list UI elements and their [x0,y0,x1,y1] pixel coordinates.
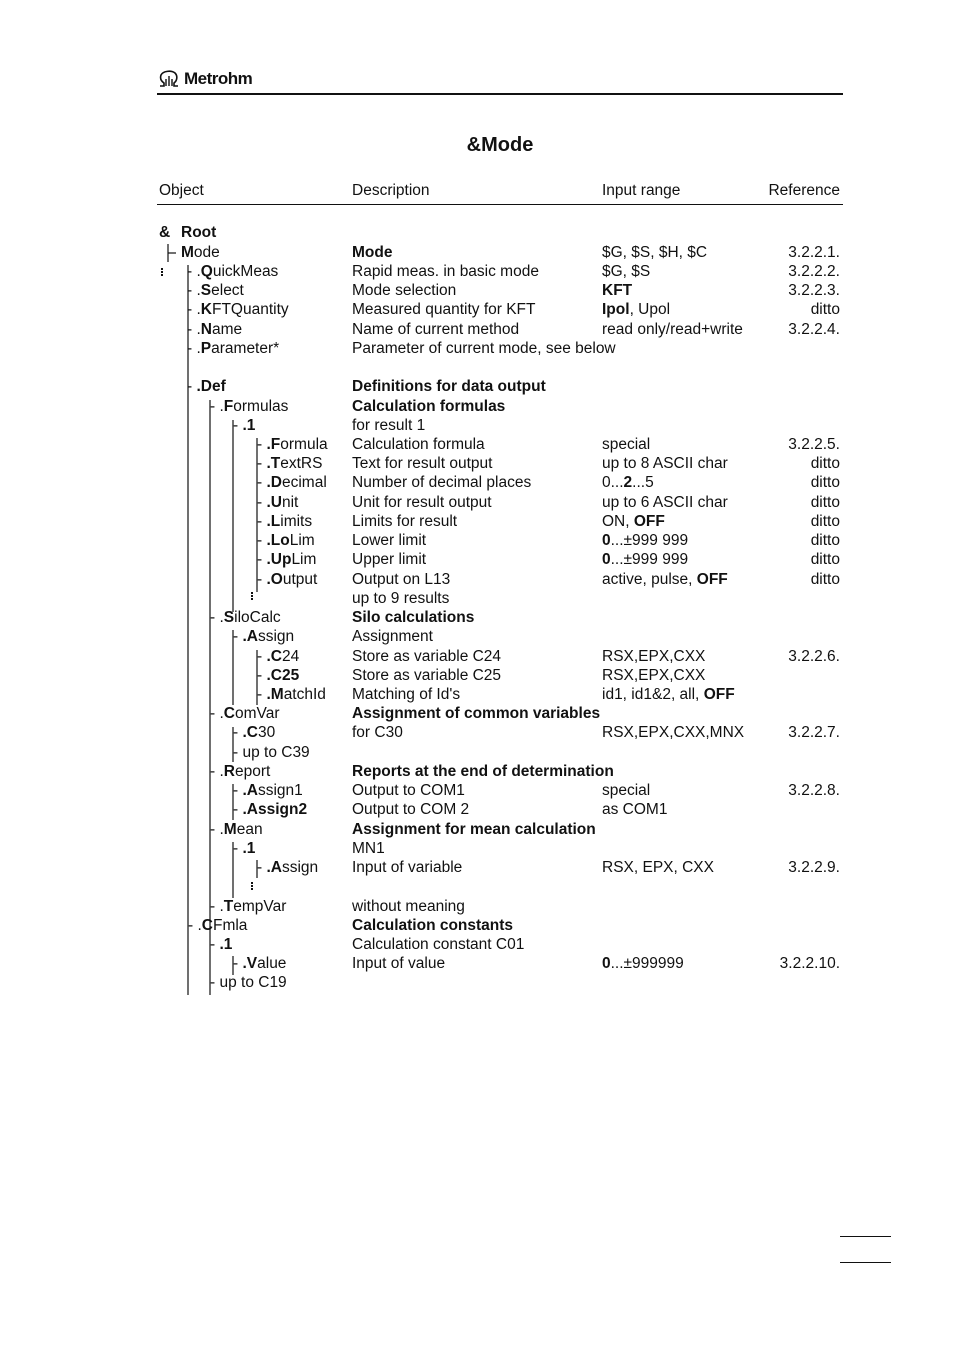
description-cell: Output to COM 2 [352,801,470,818]
description-cell: Calculation constants [352,917,514,934]
table-row [0,877,954,896]
reference-cell: 3.2.2.3. [788,282,840,299]
reference-cell: 3.2.2.7. [788,724,840,741]
object-cell: - .SiloCalc [210,609,281,626]
input-range-cell: 0...±999 999 [602,551,689,568]
description-cell: up to 9 results [352,590,450,607]
continuation-dots [251,592,255,600]
input-range-cell: Ipol, Upol [602,301,671,318]
reference-cell: ditto [810,301,840,318]
object-cell: - .Report [210,763,271,780]
object-cell: - .Decimal [257,474,327,491]
input-range-cell: special [602,436,651,453]
table-row [0,300,954,319]
input-range-cell: ON, OFF [602,513,665,530]
input-range-cell: read only/read+write [602,321,743,338]
table-row [0,570,954,589]
column-header-input-range: Input range [602,182,681,199]
object-cell: - .Mean [210,821,263,838]
table-row [0,223,954,242]
input-range-cell: KFT [602,282,633,299]
description-cell: Lower limit [352,532,427,549]
column-header-description: Description [352,182,430,199]
object-cell: - .Unit [257,494,299,511]
description-cell: Input of value [352,955,446,972]
description-cell: Limits for result [352,513,458,530]
object-cell: - .Name [187,321,243,338]
object-cell: - .KFTQuantity [187,301,289,318]
input-range-cell: RSX, EPX, CXX [602,859,714,876]
object-cell: - .ComVar [210,705,280,722]
reference-cell: 3.2.2.8. [788,782,840,799]
table-row [0,627,954,646]
description-cell: Rapid meas. in basic mode [352,263,539,280]
reference-cell: ditto [810,513,840,530]
reference-cell: 3.2.2.5. [788,436,840,453]
description-cell: Parameter of current mode, see below [352,340,616,357]
description-cell: Upper limit [352,551,427,568]
description-cell: Silo calculations [352,609,475,626]
reference-cell: ditto [810,455,840,472]
object-cell: - .LoLim [257,532,315,549]
description-cell: Reports at the end of determination [352,763,614,780]
input-range-cell: RSX,EPX,CXX,MNX [602,724,745,741]
input-range-cell: RSX,EPX,CXX [602,667,706,684]
object-cell: - .1 [210,936,233,953]
description-cell: Mode selection [352,282,457,299]
description-cell: without meaning [352,898,465,915]
object-cell: - .Parameter* [187,340,280,357]
table-row [0,685,954,704]
object-cell: - .TextRS [257,455,323,472]
description-cell: Mode [352,244,393,261]
description-cell: Output to COM1 [352,782,465,799]
page-title: &Mode [466,134,534,156]
table-row [0,820,954,839]
object-cell: - .Assign [233,628,295,645]
description-cell: Assignment for mean calculation [352,821,596,838]
description-cell: Assignment [352,628,433,645]
table-row [0,397,954,416]
table-row [0,435,954,454]
object-cell: - .QuickMeas [187,263,279,280]
table-row [0,416,954,435]
input-range-cell: 0...2...5 [602,474,654,491]
description-cell: Calculation formula [352,436,485,453]
description-cell: for result 1 [352,417,426,434]
description-cell: Calculation constant C01 [352,936,525,953]
table-row [0,320,954,339]
footer-rule-top [840,1236,891,1237]
table-row [0,262,954,281]
table-row [0,377,954,396]
continuation-dots [161,268,165,276]
object-cell: - .Assign1 [233,782,303,799]
object-cell: - .Assign2 [233,801,308,818]
object-cell: - .MatchId [257,686,326,703]
table-row [0,339,954,358]
description-cell: Calculation formulas [352,398,506,415]
description-cell: for C30 [352,724,403,741]
input-range-cell: up to 6 ASCII char [602,494,728,511]
description-cell: Measured quantity for KFT [352,301,536,318]
column-header-object: Object [159,182,204,199]
object-cell: - .Assign [257,859,319,876]
table-row [0,704,954,723]
input-range-cell: $G, $S [602,263,651,280]
object-cell: Mode [181,244,220,261]
object-cell: - up to C19 [210,974,287,991]
object-cell: - .1 [233,417,256,434]
description-cell: Store as variable C25 [352,667,502,684]
reference-cell: 3.2.2.6. [788,648,840,665]
description-cell: Store as variable C24 [352,648,502,665]
object-cell: & [159,224,171,241]
input-range-cell: up to 8 ASCII char [602,455,728,472]
reference-cell: ditto [810,494,840,511]
description-cell: Number of decimal places [352,474,532,491]
table-row [0,493,954,512]
object-cell: - .Def [187,378,226,395]
table-row [0,800,954,819]
object-cell: - .CFmla [188,917,248,934]
column-header-reference: Reference [768,182,840,199]
table-row [0,897,954,916]
table-row [0,243,954,262]
object-cell: - up to C39 [233,744,310,761]
table-row [0,743,954,762]
table-row [0,473,954,492]
reference-cell: 3.2.2.1. [788,244,840,261]
object-cell: - .C30 [233,724,276,741]
footer-rule-bottom [840,1262,891,1263]
table-row [0,512,954,531]
description-cell: Definitions for data output [352,378,546,395]
input-range-cell: 0...±999 999 [602,532,689,549]
table-row [0,647,954,666]
input-range-cell: active, pulse, OFF [602,571,728,588]
table-row [0,973,954,992]
table-row [0,858,954,877]
table-row [0,454,954,473]
object-cell: - .TempVar [210,898,287,915]
table-row [0,839,954,858]
description-cell: Output on L13 [352,571,451,588]
description-cell: Input of variable [352,859,463,876]
table-row [0,935,954,954]
description-cell: Matching of Id's [352,686,461,703]
object-cell: - .C24 [257,648,300,665]
reference-cell: ditto [810,571,840,588]
input-range-cell: 0...±999999 [602,955,684,972]
table-row [0,954,954,973]
description-cell: MN1 [352,840,385,857]
continuation-dots [251,882,255,890]
object-cell: - .C25 [257,667,300,684]
input-range-cell: special [602,782,651,799]
reference-cell: 3.2.2.10. [779,955,840,972]
description-cell: Text for result output [352,455,493,472]
reference-cell: 3.2.2.4. [788,321,840,338]
table-row [0,916,954,935]
table-row [0,723,954,742]
table-row [0,281,954,300]
table-row [0,781,954,800]
table-row [0,666,954,685]
reference-cell: ditto [810,532,840,549]
table-row [0,762,954,781]
input-range-cell: $G, $S, $H, $C [602,244,708,261]
object-cell: - .Select [187,282,244,299]
reference-cell: 3.2.2.2. [788,263,840,280]
object-cell: - .Formula [257,436,328,453]
object-cell: - .Formulas [210,398,289,415]
description-cell: Name of current method [352,321,520,338]
table-row [0,608,954,627]
reference-cell: ditto [810,474,840,491]
table-row [0,589,954,608]
object-cell: - .1 [233,840,256,857]
description-cell: Unit for result output [352,494,492,511]
reference-cell: ditto [810,551,840,568]
object-cell: Root [181,224,217,241]
object-cell: - .Output [257,571,318,588]
object-cell: - .UpLim [257,551,317,568]
object-cell: - .Value [233,955,287,972]
table-row [0,531,954,550]
description-cell: Assignment of common variables [352,705,601,722]
input-range-cell: as COM1 [602,801,668,818]
table-row [0,550,954,569]
reference-cell: 3.2.2.9. [788,859,840,876]
input-range-cell: id1, id1&2, all, OFF [602,686,735,703]
logo-text: Metrohm [184,69,253,88]
object-cell: - .Limits [257,513,313,530]
input-range-cell: RSX,EPX,CXX [602,648,706,665]
